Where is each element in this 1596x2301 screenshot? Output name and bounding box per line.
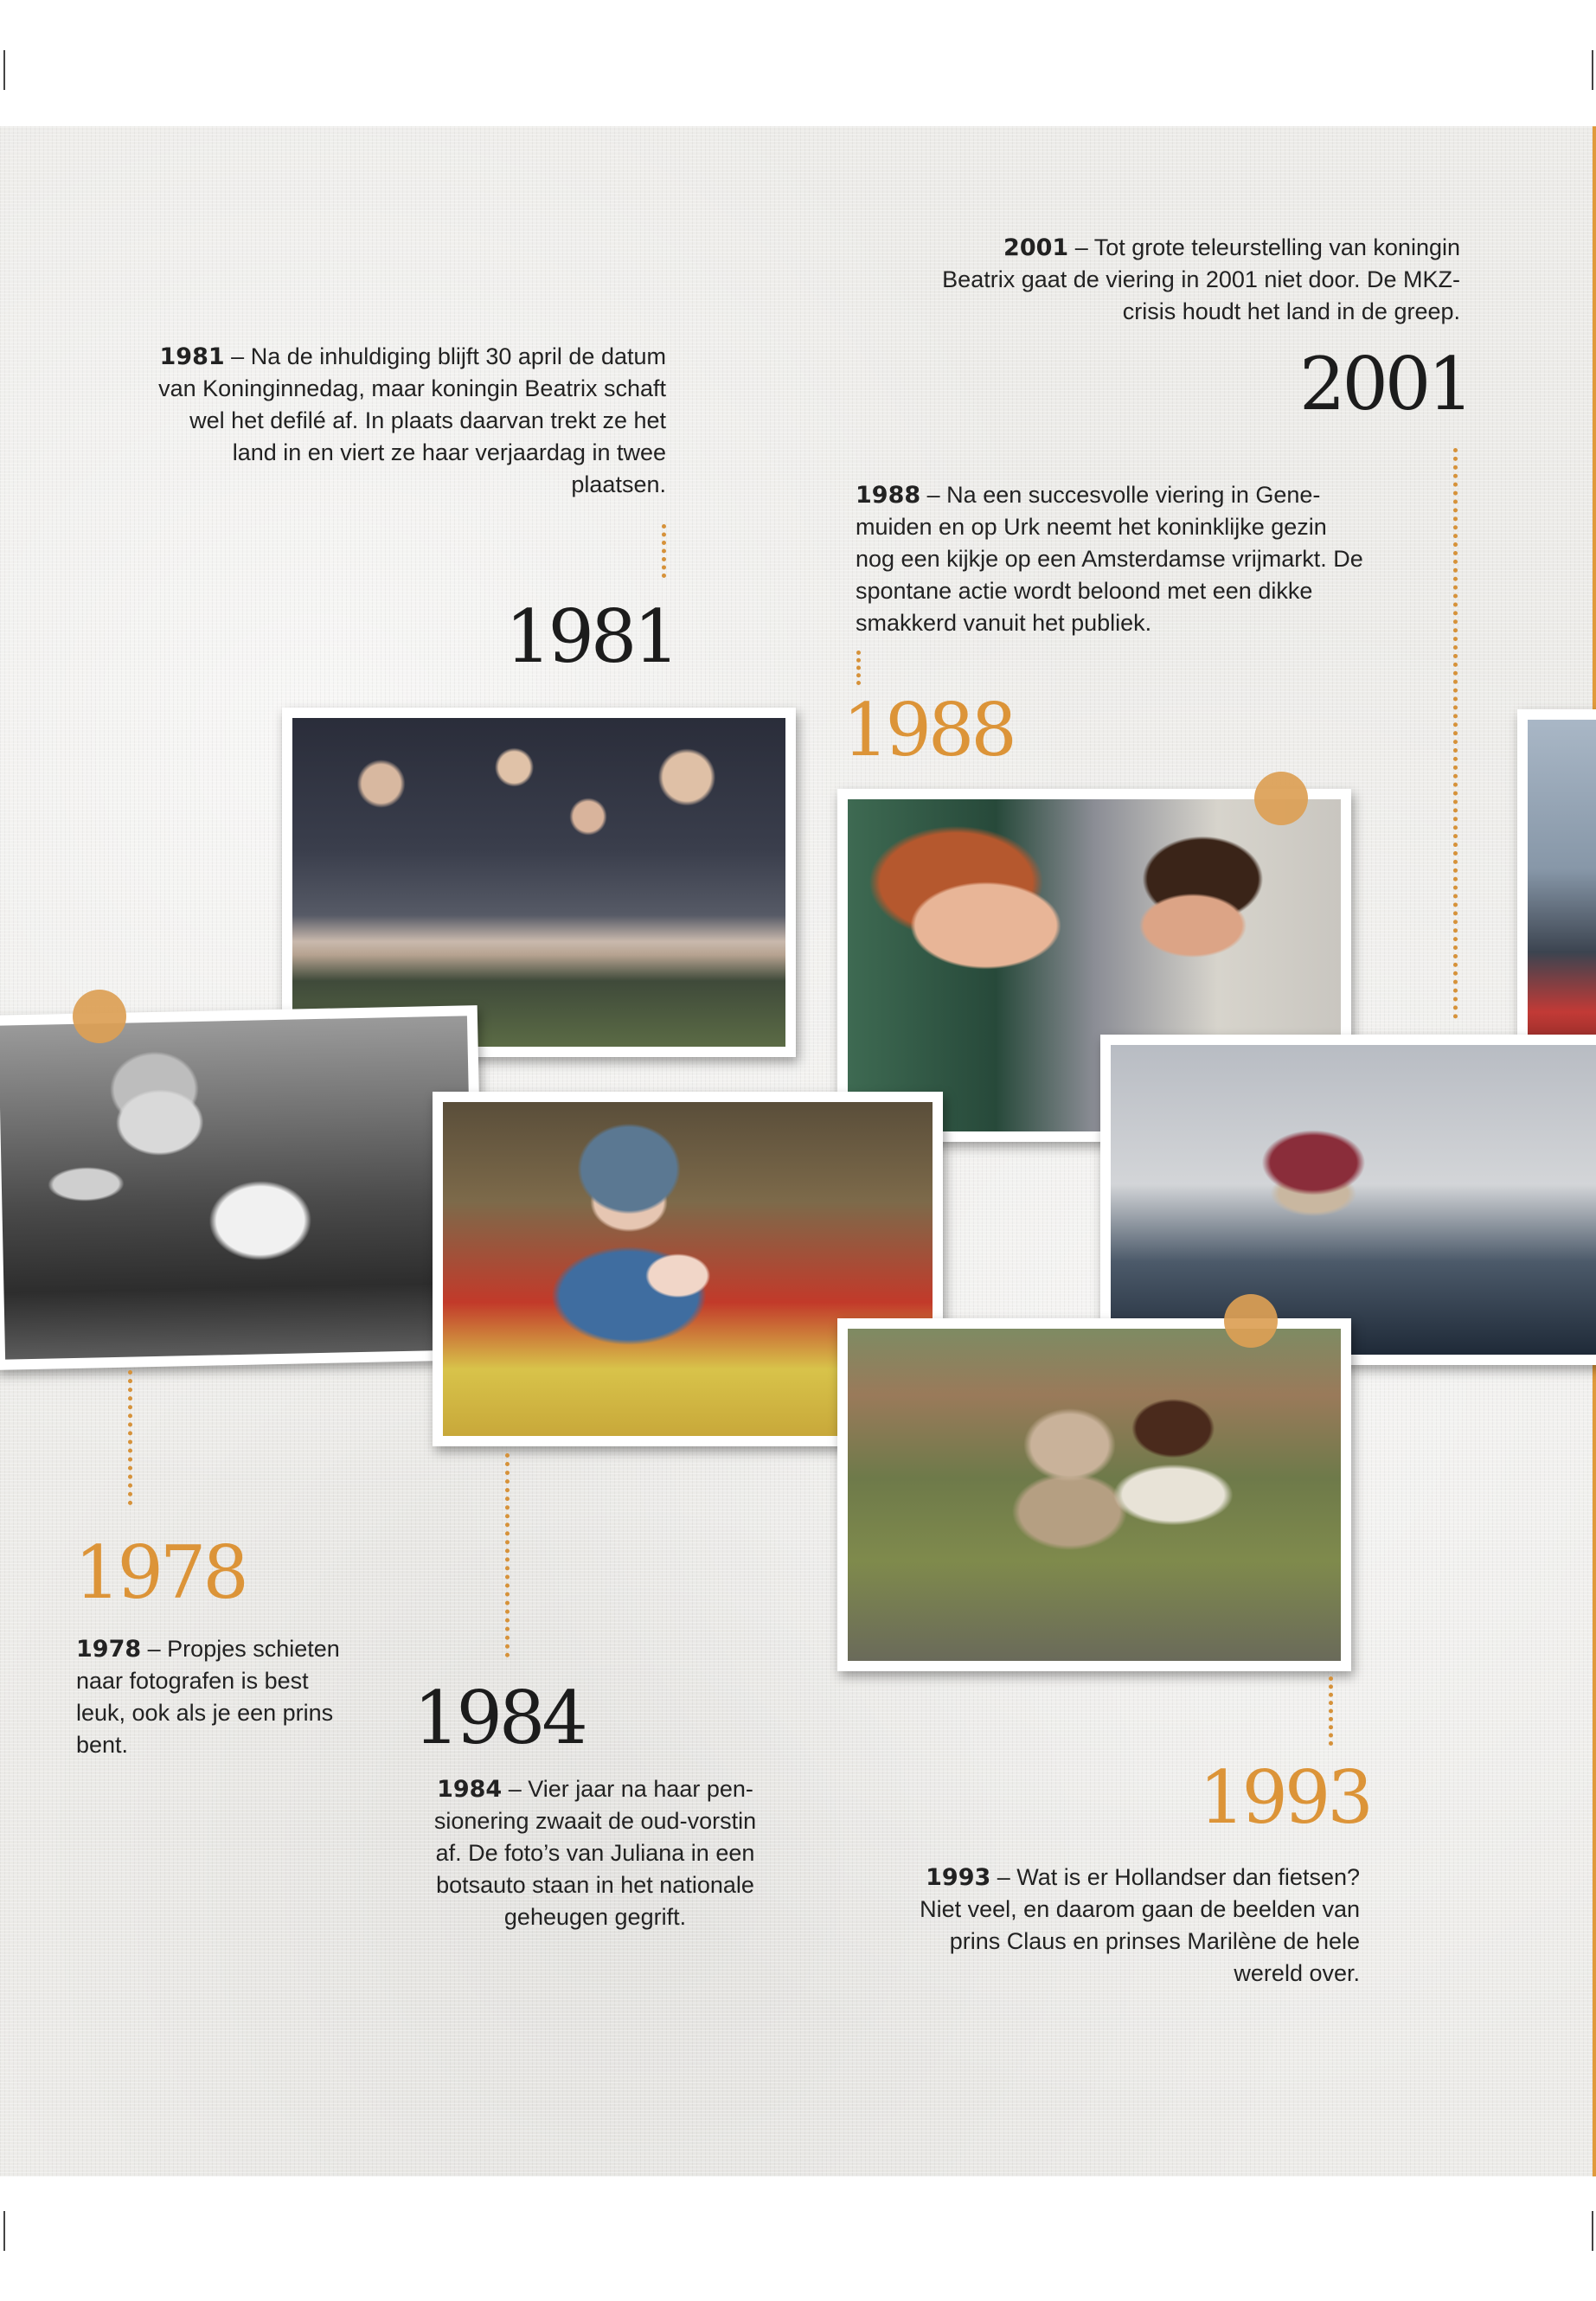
- entry-2001-body: – Tot grote teleurstelling van koningin Beatrix gaat de viering in 2001 niet door. De MKZ-crisis houdt het land in de greep.: [942, 234, 1460, 324]
- entry-1981-body: – Na de inhuldiging blijft 30 april de datum van Koninginnedag, maar koningin Beatrix schaft wel het defilé af. In plaats daarvan trekt ze het land in en viert ze haar verjaardag in twee plaatsen.: [158, 343, 666, 497]
- photo-1981-crowd: [282, 708, 796, 1057]
- photo-1993-bicycle: [837, 1318, 1351, 1671]
- entry-1978-body: – Propjes schieten naar fotografen is best leuk, ook als je een prins bent.: [76, 1636, 340, 1758]
- year-1984-heading: 1984: [413, 1676, 585, 1760]
- year-1981-heading: 1981: [505, 594, 676, 679]
- pin-dot: [73, 990, 126, 1043]
- entry-1988-lead: 1988: [856, 482, 921, 509]
- year-1993-heading: 1993: [1199, 1755, 1370, 1840]
- timeline-dots-1978: [128, 1370, 132, 1505]
- entry-1984-lead: 1984: [437, 1776, 503, 1803]
- entry-1978-lead: 1978: [76, 1636, 142, 1663]
- entry-1981-text: [156, 341, 666, 501]
- entry-1993-body: – Wat is er Hollandser dan fietsen? Niet veel, en daarom gaan de beelden van prins Claus en prinses Marilène de hele wereld over.: [920, 1864, 1360, 1986]
- entry-2001-lead: 2001: [1003, 234, 1069, 261]
- timeline-dots-1993: [1329, 1676, 1333, 1746]
- timeline-dots-1984: [505, 1453, 510, 1657]
- crop-mark: [1592, 50, 1593, 90]
- entry-1981-lead: 1981: [159, 343, 225, 370]
- photo-parade-float: [1100, 1035, 1596, 1365]
- entry-1984-text: [422, 1773, 768, 1933]
- pin-dot: [1224, 1294, 1278, 1348]
- entry-1988-body: – Na een succesvolle viering in Genemuiden en op Urk neemt het koninklijke gezin nog een kijkje op een Amsterdamse vrijmarkt. De spontane actie wordt beloond met een dikke smakkerd vanuit het publiek.: [856, 482, 1363, 636]
- year-1978-heading: 1978: [74, 1530, 246, 1615]
- entry-1978-text: [76, 1633, 362, 1761]
- photo-edge-portrait: [1517, 709, 1596, 1062]
- crop-mark: [1592, 2211, 1593, 2251]
- timeline-dots-1981: [662, 524, 666, 578]
- photo-1978-children: [0, 1005, 484, 1370]
- pin-dot: [1254, 772, 1308, 825]
- crop-mark: [3, 50, 5, 90]
- entry-1988-text: [856, 479, 1366, 639]
- year-1988-heading: 1988: [843, 688, 1014, 772]
- entry-1993-lead: 1993: [926, 1864, 991, 1891]
- year-2001-heading: 2001: [1299, 342, 1471, 426]
- timeline-dots-1988: [856, 651, 861, 685]
- crop-mark: [3, 2211, 5, 2251]
- entry-1984-body: – Vier jaar na haar pensionering zwaait de oud-vorstin af. De foto’s van Juliana in een botsauto staan in het nationale geheugen gegrift.: [433, 1776, 757, 1930]
- entry-2001-text: [934, 232, 1460, 328]
- entry-1993-text: [891, 1862, 1360, 1990]
- timeline-dots-2001: [1453, 448, 1458, 1019]
